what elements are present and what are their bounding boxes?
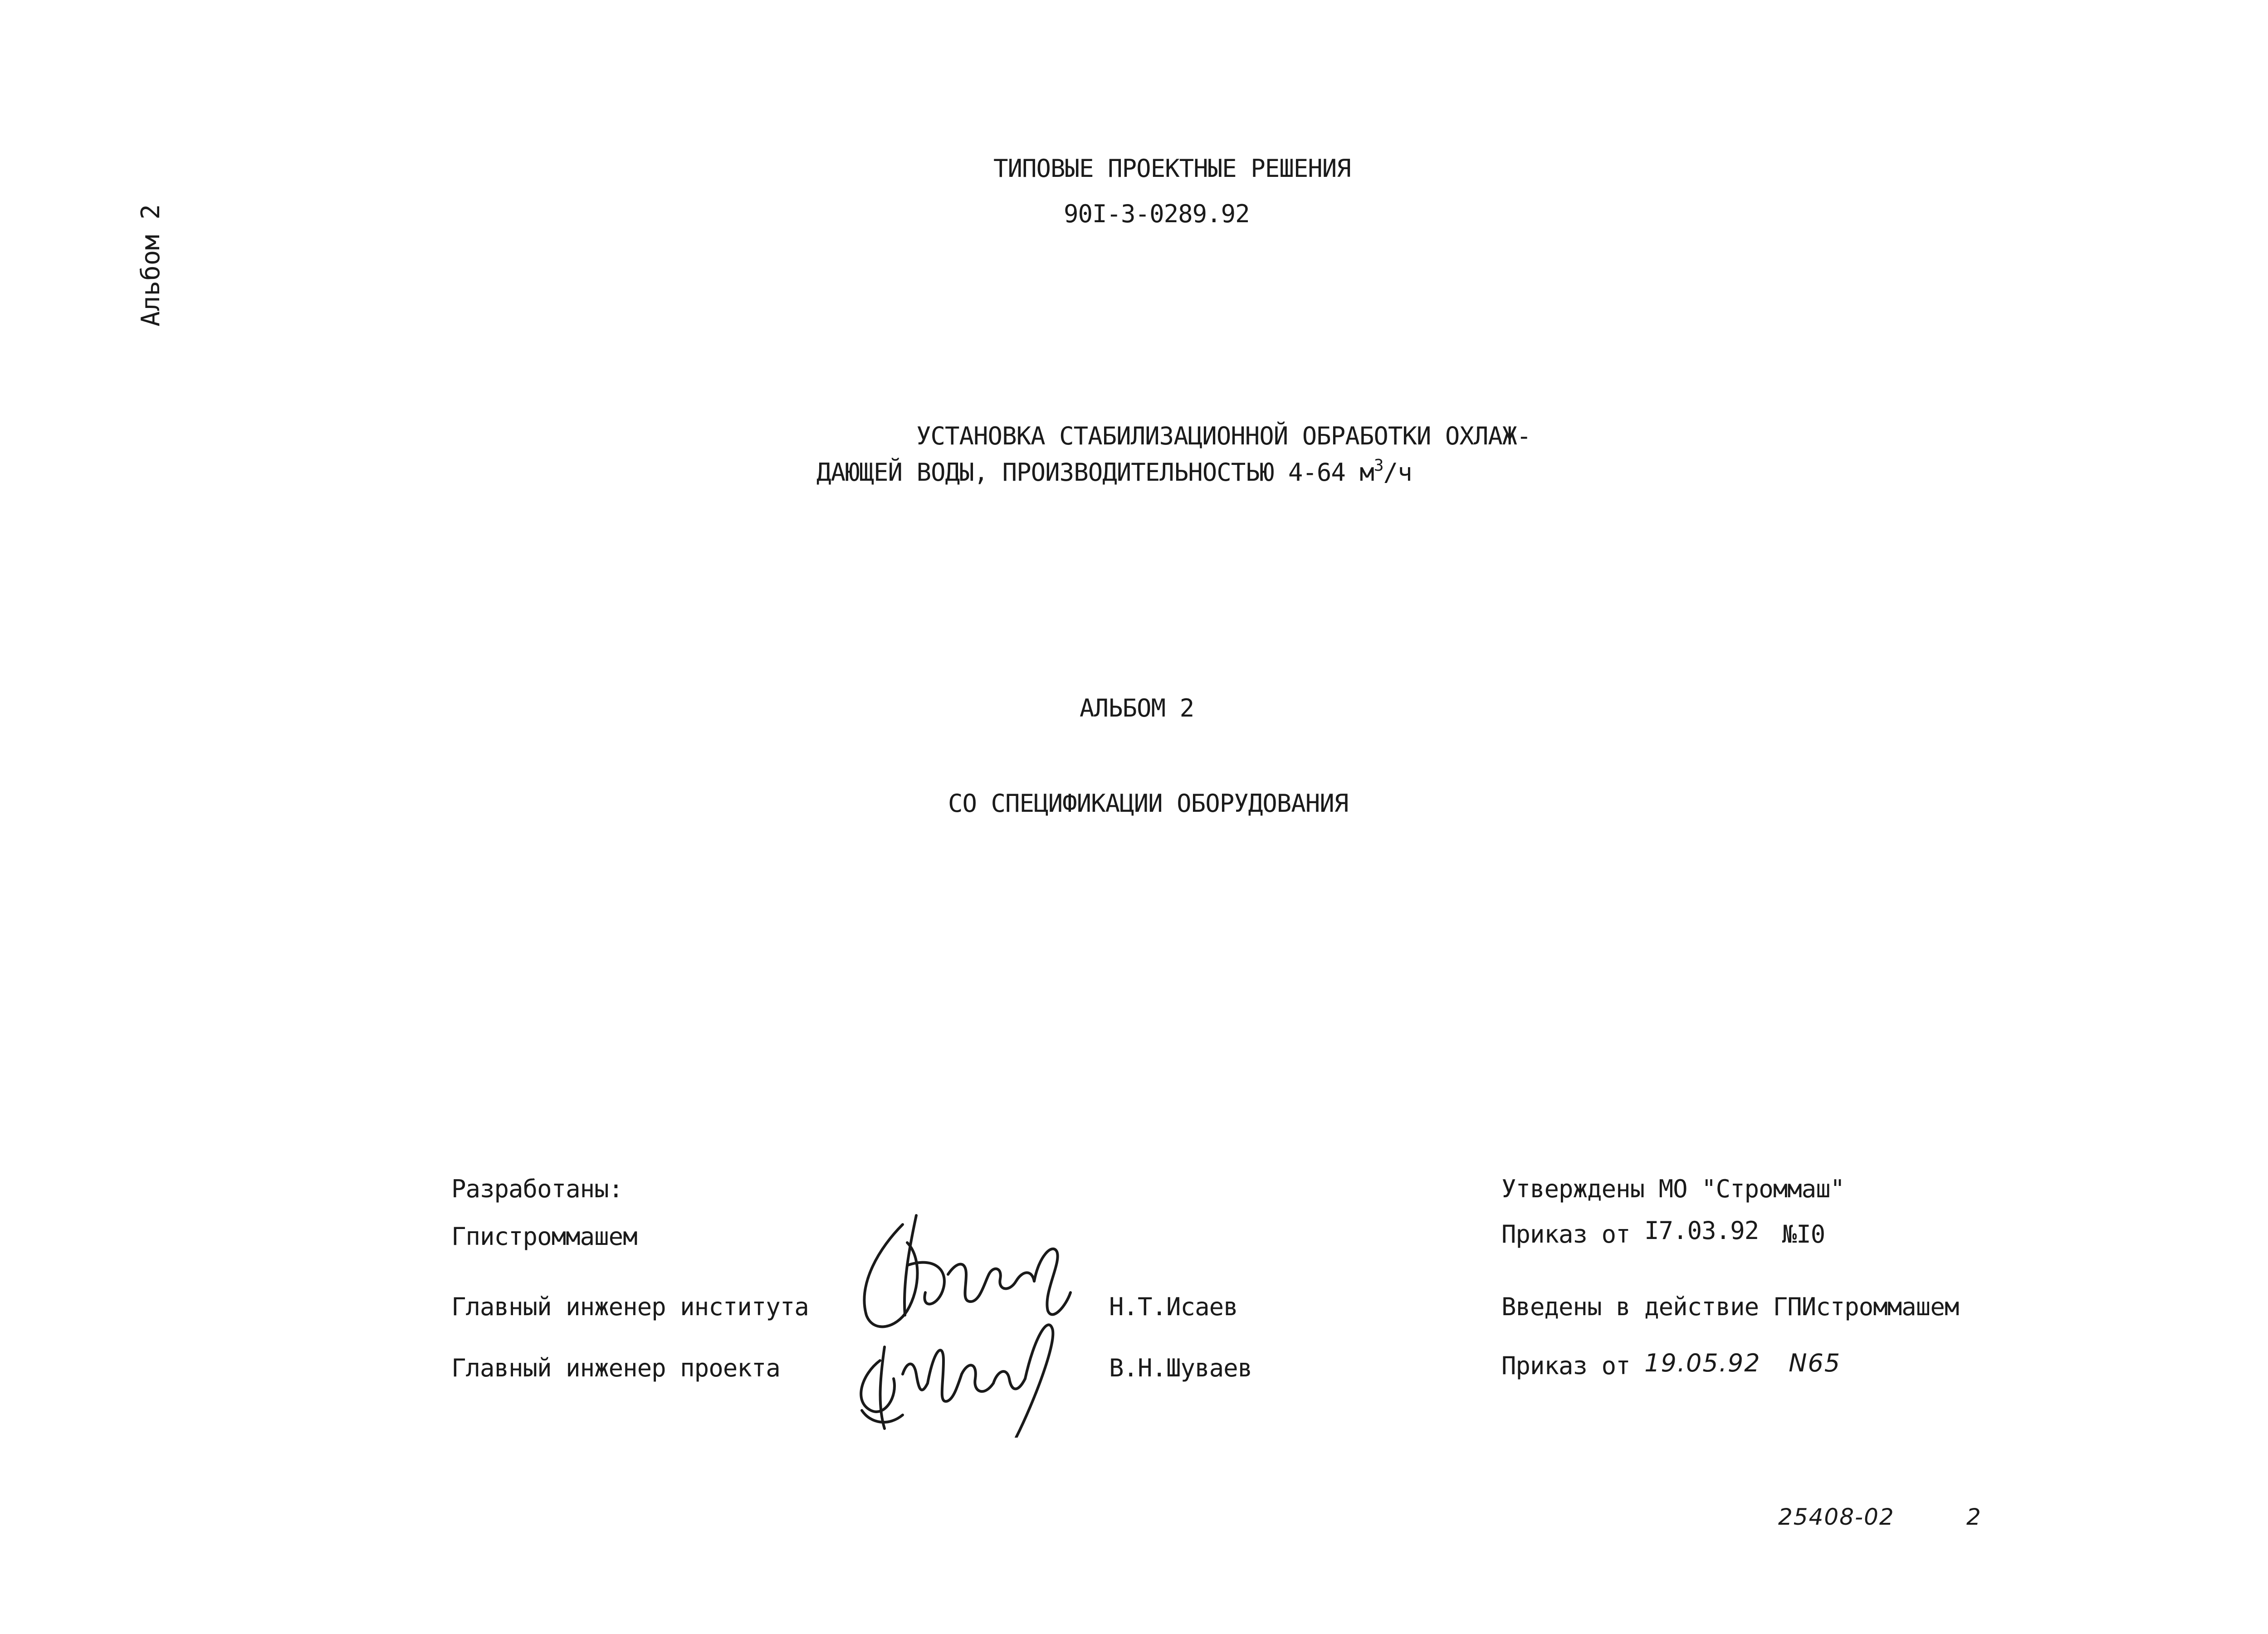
title-line-2-unit: /ч: [1383, 458, 1412, 487]
approved-line: Утверждены МО "Строммаш": [1501, 1175, 1845, 1203]
developed-org: Гпистроммашем: [451, 1222, 637, 1251]
title-line-2: [816, 456, 1412, 487]
signatures-image: [853, 1211, 1107, 1438]
order-2-number: N65: [1789, 1349, 1841, 1377]
side-album-label: Альбом 2: [136, 204, 166, 327]
order-1-date: I7.03.92: [1644, 1216, 1759, 1245]
chief-institute-label: Главный инженер института: [451, 1293, 809, 1321]
developed-label: Разработаны:: [451, 1175, 623, 1203]
title-line-2-text: ДАЮЩЕЙ ВОДЫ, ПРОИЗВОДИТЕЛЬНОСТЬЮ 4-64 м: [816, 458, 1374, 487]
introduced-line: Введены в действие ГПИстроммашем: [1501, 1293, 1959, 1321]
title-unit-superscript: 3: [1374, 456, 1383, 475]
chief-institute-name: Н.Т.Исаев: [1109, 1293, 1238, 1321]
series-title: ТИПОВЫЕ ПРОЕКТНЫЕ РЕШЕНИЯ: [993, 154, 1351, 183]
order-2: [1501, 1349, 1841, 1380]
order-2-prefix: Приказ от: [1501, 1351, 1630, 1380]
order-1: [1501, 1216, 1825, 1249]
title-line-1: УСТАНОВКА СТАБИЛИЗАЦИОННОЙ ОБРАБОТКИ ОХЛАЖ-: [916, 422, 1531, 450]
document-number: 25408-02: [1778, 1504, 1895, 1530]
album-heading: АЛЬБОМ 2: [1080, 694, 1194, 722]
project-code: 90I-3-0289.92: [1064, 200, 1250, 228]
page-number: 2: [1966, 1504, 1982, 1530]
chief-project-name: В.Н.Шуваев: [1109, 1354, 1252, 1382]
order-2-date: 19.05.92: [1644, 1349, 1761, 1377]
order-1-number: №I0: [1782, 1220, 1825, 1249]
chief-project-label: Главный инженер проекта: [451, 1354, 780, 1382]
album-subtitle: СО СПЕЦИФИКАЦИИ ОБОРУДОВАНИЯ: [948, 789, 1349, 818]
order-1-prefix: Приказ от: [1501, 1220, 1630, 1249]
